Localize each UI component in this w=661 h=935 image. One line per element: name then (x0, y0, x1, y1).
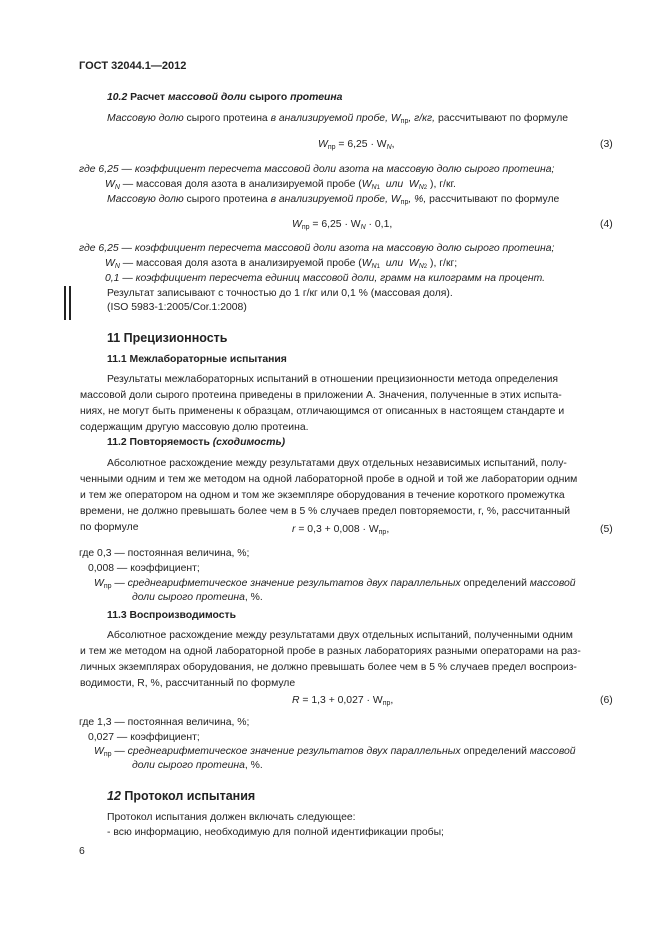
change-bar (69, 286, 71, 320)
intro-line-1 (107, 113, 568, 125)
formula-5 (292, 524, 389, 536)
s11-1-line-3: ниях, не могут быть применены к образцам, отличающимся от описанных в настоящем стандарте и (80, 406, 565, 417)
where-symbol: где 6,25 (79, 243, 119, 254)
equation-number-6: (6) (600, 695, 613, 706)
where-text: или (379, 179, 409, 190)
where-symbol: W (105, 179, 115, 190)
section-number: 12 (107, 789, 121, 803)
text: сырого протеина (183, 113, 271, 124)
s12-line-2: - всю информацию, необходимую для полной идентификации пробы; (107, 827, 444, 838)
equation-number-3: (3) (600, 139, 613, 150)
where-symbol: W (105, 258, 115, 269)
section-11-heading: 11 Прецизионность (107, 331, 228, 345)
where-symbol: 0,027 (88, 732, 115, 743)
s11-2-where-2 (88, 563, 200, 574)
change-bar (64, 286, 66, 320)
where-4-line-1 (79, 243, 554, 254)
s11-2-line-1: Абсолютное расхождение между результатами двух отдельных независимых испытаний, полу- (107, 458, 567, 469)
formula-text: = 6,25 · W (335, 139, 387, 150)
subscript: пр (327, 144, 336, 151)
s12-line-1: Протокол испытания должен включать следующее: (107, 812, 356, 823)
where-text: , %. (244, 592, 263, 603)
s11-3-line-2: и тем же методом на одной лабораторной пробе в разных лабораториях разными операторами на раз- (80, 646, 581, 657)
formula-symbol: r (292, 524, 296, 535)
formula-text: , (386, 524, 390, 535)
text: в анализируемой пробе, (270, 113, 388, 124)
where-symbol: где 0,3 (79, 548, 112, 559)
section-11-1-heading: 11.1 Межлабораторные испытания (107, 354, 287, 365)
intro-line-2 (107, 194, 559, 206)
where-text: параллельных (390, 578, 461, 589)
dash: — (119, 273, 136, 284)
text: , %, (408, 194, 427, 205)
page-number: 6 (79, 846, 85, 857)
subscript: пр (378, 529, 387, 536)
dash: — (111, 717, 128, 728)
s11-2-line-3: и тем же оператором на одном и том же экземпляре оборудования в течение короткого промежутка (80, 490, 565, 501)
formula-symbol: W (318, 139, 328, 150)
text: в анализируемой пробе, (270, 194, 388, 205)
dash: — (114, 563, 131, 574)
where-text: коэффициент пересчета единиц массовой доли, грамм на килограмм на процент. (135, 273, 546, 284)
section-12-heading (107, 789, 255, 803)
heading-part: 11.2 Повторяемость (107, 437, 213, 448)
s11-2-where-3 (94, 578, 576, 590)
s11-3-line-1: Абсолютное расхождение между результатами двух отдельных испытаний, полученными одним (107, 630, 573, 641)
section-11-3-heading: 11.3 Воспроизводимость (107, 610, 237, 621)
subscript: N (114, 184, 120, 191)
text: Массовую долю (107, 113, 184, 124)
where-text: определений (460, 746, 530, 757)
text: W (387, 113, 401, 124)
where-text: массовой (529, 578, 576, 589)
where-3-line-1 (79, 164, 554, 175)
formula-text: , (390, 695, 394, 706)
text: рассчитывают по формуле (435, 113, 569, 124)
formula-text: , (391, 139, 395, 150)
symbol: W (408, 258, 419, 269)
where-text: , %. (244, 760, 263, 771)
subscript: 2 (423, 264, 428, 270)
where-text: коэффициент; (130, 732, 200, 743)
text: сырого протеина (183, 194, 271, 205)
heading-part: Протокол испытания (120, 789, 256, 803)
dash: — (111, 746, 128, 757)
where-text: доли сырого протеина (132, 592, 245, 603)
equation-number-5: (5) (600, 524, 613, 535)
heading-part: сырого (246, 92, 291, 103)
where-text: массовая доля азота в анализируемой пробе ( (136, 258, 362, 269)
text: W (387, 194, 401, 205)
formula-text: = 6,25 · W (309, 219, 361, 230)
symbol: W (408, 179, 419, 190)
s11-3-where-1 (79, 717, 249, 728)
section-number: 10.2 (107, 92, 128, 103)
where-4-line-3 (105, 273, 545, 284)
subscript: N (418, 263, 424, 270)
where-text: ), г/кг. (427, 179, 456, 190)
s11-1-line-1: Результаты межлабораторных испытаний в отношении прецизионности метода определения (107, 374, 559, 385)
text: рассчитывают по формуле (426, 194, 560, 205)
where-text: ), г/кг; (427, 258, 458, 269)
symbol: W (361, 179, 372, 190)
subscript: 2 (423, 185, 428, 191)
s11-2-line-2: ченными одним и тем же методом на одной лабораторной пробе в одной и той же лаборатории одним (80, 474, 578, 485)
iso-reference: (ISO 5983-1:2005/Cor.1:2008) (107, 302, 247, 313)
s11-3-where-3 (94, 746, 576, 758)
where-symbol: 0,008 (88, 563, 115, 574)
where-3-line-2 (105, 179, 456, 191)
where-text: среднеарифметическое значение результатов двух (127, 746, 391, 757)
s11-3-where-3-cont (132, 760, 263, 771)
doc-header-id: ГОСТ 32044.1—2012 (79, 60, 187, 72)
where-text: или (379, 258, 409, 269)
where-text: коэффициент; (130, 563, 200, 574)
dash: — (111, 578, 128, 589)
subscript: пр (301, 224, 310, 231)
s11-2-where-3-cont (132, 592, 263, 603)
heading-part: протеина (290, 92, 343, 103)
dash: — (114, 732, 131, 743)
subscript: 1 (376, 264, 380, 270)
where-text: постоянная величина, %; (127, 548, 250, 559)
formula-3 (318, 139, 395, 151)
where-text: доли сырого протеина (132, 760, 245, 771)
s11-2-line-5: по формуле (80, 522, 139, 533)
where-text: параллельных (390, 746, 461, 757)
subscript: N (114, 263, 120, 270)
dash: — (111, 548, 128, 559)
s11-1-line-4: содержащим другую массовую долю протеина. (80, 422, 309, 433)
where-text: массовой (529, 746, 576, 757)
s11-2-line-4: времени, не должно превышать более чем в 5 % случаев предел повторяемости, r, %, рассчитанный (80, 506, 571, 517)
formula-4 (292, 219, 392, 231)
s11-3-line-4: водимости, R, %, рассчитанный по формуле (80, 678, 296, 689)
subscript: пр (103, 751, 112, 758)
dash: — (118, 164, 135, 175)
subscript: 1 (376, 185, 380, 191)
subscript: пр (103, 583, 112, 590)
s11-3-line-3: личных экземплярах оборудования, не должно превышать более чем в 5 % случаев предел воспроиз- (80, 662, 577, 673)
subscript: пр (400, 199, 409, 206)
result-line: Результат записывают с точностью до 1 г/кг или 0,1 % (массовая доля). (107, 288, 453, 299)
subscript: пр (382, 700, 391, 707)
section-11-2-heading (107, 437, 285, 448)
formula-text: · 0,1, (365, 219, 393, 230)
heading-part: массовой доли (167, 92, 247, 103)
subscript: N (360, 224, 366, 231)
formula-6 (292, 695, 393, 707)
heading-part: (сходимость) (212, 437, 286, 448)
where-text: среднеарифметическое значение результатов двух (127, 578, 391, 589)
s11-3-where-2 (88, 732, 200, 743)
dash: — (119, 179, 137, 190)
formula-symbol: W (292, 219, 302, 230)
where-text: постоянная величина, %; (127, 717, 250, 728)
heading-part: Расчет (130, 92, 168, 103)
s11-2-where-1 (79, 548, 249, 559)
where-symbol: 0,1 (105, 273, 120, 284)
formula-symbol: R (292, 695, 300, 706)
dash: — (118, 243, 135, 254)
text: Массовую долю (107, 194, 184, 205)
where-symbol: где 1,3 (79, 717, 112, 728)
where-text: массовая доля азота в анализируемой пробе ( (136, 179, 362, 190)
subscript: N (371, 263, 377, 270)
dash: — (119, 258, 137, 269)
where-symbol: W (94, 746, 104, 757)
subscript: N (386, 144, 392, 151)
where-symbol: где 6,25 (79, 164, 119, 175)
where-text: определений (460, 578, 530, 589)
subscript: N (418, 184, 424, 191)
symbol: W (361, 258, 372, 269)
where-text: коэффициент пересчета массовой доли азота на массовую долю сырого протеина; (134, 164, 555, 175)
formula-text: = 1,3 + 0,027 · W (299, 695, 383, 706)
subscript: пр (400, 118, 409, 125)
equation-number-4: (4) (600, 219, 613, 230)
section-10-2-heading (107, 92, 342, 103)
where-text: коэффициент пересчета массовой доли азота на массовую долю сырого протеина; (134, 243, 555, 254)
subscript: N (371, 184, 377, 191)
where-4-line-2 (105, 258, 457, 270)
s11-1-line-2: массовой доли сырого протеина приведены в приложении А. Значения, полученные в этих испыта- (80, 390, 562, 401)
text: , г/кг, (408, 113, 436, 124)
where-symbol: W (94, 578, 104, 589)
formula-text: = 0,3 + 0,008 · W (295, 524, 379, 535)
